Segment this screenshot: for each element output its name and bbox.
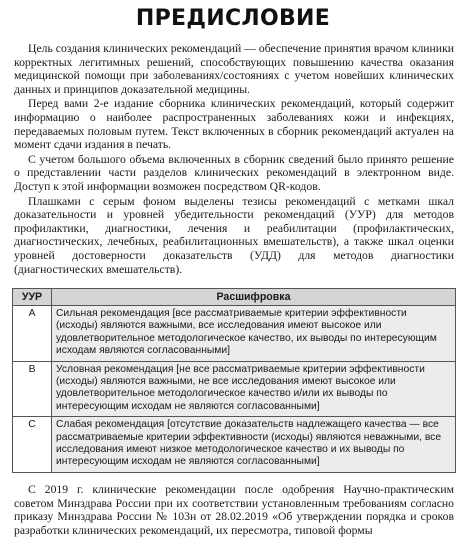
intro-text [14, 42, 454, 277]
table-row [13, 361, 456, 417]
paragraph-purpose: Цель создания клинических рекомендаций — обеспечение принятия врачом клиники корректных легитимных решений, способствующих повышению качества оказания медицинской помощи при заболеваниях/состояниях с учетом новейших клинических данных и принципов доказательной медицины. [14, 42, 454, 96]
header-uur: УУР [13, 289, 52, 306]
uur-description: Сильная рекомендация [все рассматриваемые критерии эффективности (исходы) являются важными, все исследования имеют высокое или удовлетворительное методологическое качество, их выводы по интересующим исходам являются согласованными] [52, 306, 456, 362]
uur-code: C [13, 417, 52, 473]
page-title: ПРЕДИСЛОВИЕ [135, 6, 331, 31]
header-decoding: Расшифровка [52, 289, 456, 306]
table-row [13, 417, 456, 473]
uur-code: B [13, 361, 52, 417]
paragraph-edition: Перед вами 2-е издание сборника клинических рекомендаций, который содержит информацию о наиболее распространенных заболеваниях кожи и инфекциях, передаваемых половым путем. Текст включенных в сборник рекомендаций актуален на момент сдачи издания в печать. [14, 97, 454, 152]
uur-code: A [13, 306, 52, 362]
uur-description: Слабая рекомендация [отсутствие доказательств надлежащего качества — все рассматриваемые критерии эффективности (исходы) являются неважными, все исследования имеют низкое методологическое качество и их выводы по интересующим исходам не являются согласованными] [52, 417, 456, 473]
paragraph-gray-boxes: Плашками с серым фоном выделены тезисы рекомендаций с метками шкал доказательности и уровней убедительности рекомендаций (УУР) для методов профилактики, диагностики, лечения и реабилитации (профилактических, диагностических, лечебных, реабилитационных вмешательств), а также шкал оценки уровней достоверности доказательств (УДД) для методов диагностики (диагностических вмешательств). [14, 194, 454, 276]
table-row [13, 306, 456, 362]
paragraph-electronic: С учетом большого объема включенных в сборник сведений было принято решение о представлении части разделов клинических рекомендаций в электронном виде. Доступ к этой информации возможен посредством QR-кодов. [14, 152, 454, 193]
uur-description: Условная рекомендация [не все рассматриваемые критерии эффективности (исходы) являются важными, не все исследования имеют высокое или удовлетворительное методологическое качество и/или их выводы по интересующим исходам не являются согласованными] [52, 361, 456, 417]
uur-table [12, 288, 456, 473]
footer-text [14, 483, 454, 537]
paragraph-2019: С 2019 г. клинические рекомендации после одобрения Научно-практическим советом Минздрава России при их соответствии установленным требованиям согласно приказу Минздрава России № 103н от 28.02.2019 «Об утверждении порядка и сроков разработки клинических рекомендаций, их пересмотра, типовой формы [14, 483, 454, 537]
table-header-row [13, 289, 456, 306]
